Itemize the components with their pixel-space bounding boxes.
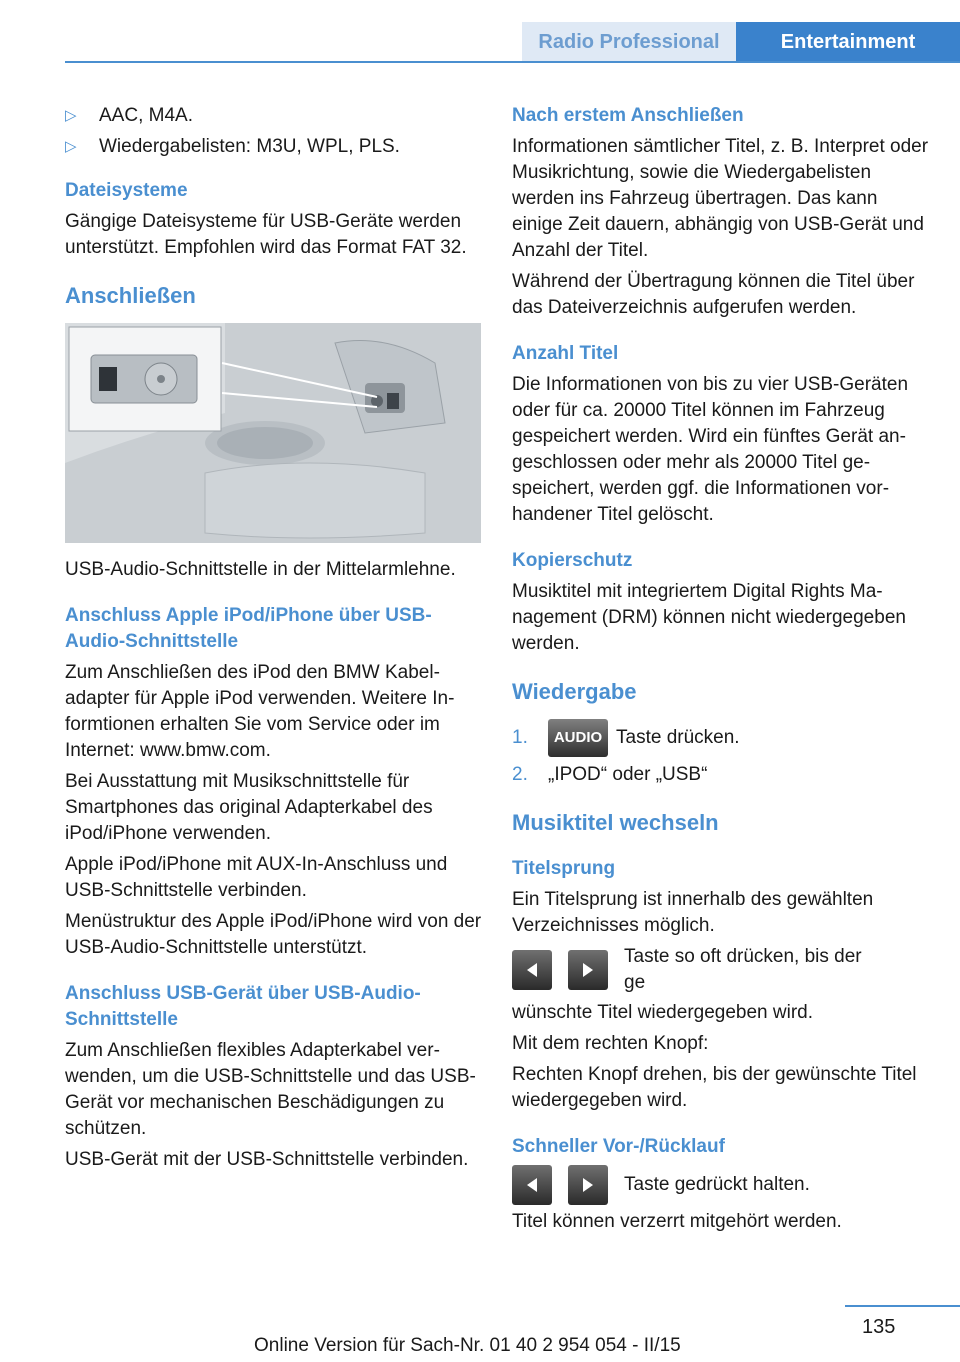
right-column bbox=[512, 103, 932, 1240]
figure-caption: USB-Audio-Schnittstelle in der Mittelarmlehne. bbox=[65, 559, 456, 580]
fast-forward-icon bbox=[568, 1165, 608, 1205]
paragraph: Informationen sämtlicher Titel, z. B. Interpret oder Musikrichtung, sowie die Wiedergabelisten werden ins Fahrzeug übertragen. Das kann einige Zeit dauern, abhängig von USB-Gerät und Anzahl der Titel. bbox=[512, 136, 929, 261]
online-version-note: Online Version für Sach-Nr. 01 40 2 954 054 - II/15 bbox=[254, 1335, 681, 1356]
paragraph: Rechten Knopf drehen, bis der gewünschte Titel wiedergegeben wird. bbox=[512, 1064, 917, 1111]
list-item bbox=[65, 103, 485, 129]
paragraph: Ein Titelsprung ist innerhalb des gewählten Verzeichnisses möglich. bbox=[512, 889, 874, 936]
next-track-icon bbox=[568, 950, 608, 990]
paragraph: Menüstruktur des Apple iPod/iPhone wird von der USB-Audio-Schnittstelle unterstützt. bbox=[65, 911, 482, 958]
paragraph: Apple iPod/iPhone mit AUX-In-Anschluss und USB-Schnittstelle verbinden. bbox=[65, 854, 448, 901]
subheading-usb: Anschluss USB-Gerät über USB-Audio-Schnittstelle bbox=[65, 983, 421, 1030]
header-rule bbox=[65, 61, 960, 63]
audio-button-icon: AUDIO bbox=[548, 719, 608, 757]
step-1 bbox=[512, 719, 932, 757]
paragraph: Mit dem rechten Knopf: bbox=[512, 1033, 709, 1054]
paragraph: Zum Anschließen flexibles Adapterkabel verwenden, um die USB-Schnittstelle und das USB-Gerät vor mechanischen Beschädigungen zu schützen. bbox=[65, 1040, 476, 1139]
subheading-dateisysteme: Dateisysteme bbox=[65, 180, 188, 201]
triangle-bullet-icon: ▷ bbox=[65, 107, 77, 124]
rewind-icon bbox=[512, 1165, 552, 1205]
footer-rule bbox=[845, 1305, 960, 1307]
paragraph: Während der Übertragung können die Titel über das Dateiverzeichnis aufgerufen werden. bbox=[512, 271, 915, 318]
step-number: 2. bbox=[512, 764, 528, 785]
subheading-titelsprung: Titelsprung bbox=[512, 858, 616, 879]
section-heading-anschliessen: Anschließen bbox=[65, 283, 196, 308]
subheading-schneller-vor-ruecklauf: Schneller Vor-/Rücklauf bbox=[512, 1136, 725, 1157]
paragraph: Bei Ausstattung mit Musikschnittstelle für Smartphones das original Adapterkabel des iPod/iPhone verwenden. bbox=[65, 771, 433, 844]
paragraph: Die Informationen von bis zu vier USB-Geräten oder für ca. 20000 Titel können im Fahrzeug gespeichert werden. Wird ein fünftes Gerät angeschlossen oder mehr als 20000 Titel gespeichert, werden ggf. die Informationen vorhandener Titel gelöscht. bbox=[512, 374, 909, 525]
step-2 bbox=[512, 762, 932, 788]
previous-track-icon bbox=[512, 950, 552, 990]
list-item bbox=[65, 134, 485, 160]
section-heading-wiedergabe: Wiedergabe bbox=[512, 679, 637, 704]
section-heading-musiktitel-wechseln: Musiktitel wechseln bbox=[512, 810, 719, 835]
tab-entertainment[interactable]: Entertainment bbox=[736, 22, 960, 63]
subheading-kopierschutz: Kopierschutz bbox=[512, 550, 633, 571]
step-text: Taste drücken. bbox=[616, 727, 740, 748]
page-number: 135 bbox=[862, 1316, 896, 1338]
bullet-text: Wiedergabelisten: M3U, WPL, PLS. bbox=[99, 136, 400, 157]
tab-radio-professional[interactable]: Radio Professional bbox=[522, 22, 736, 63]
step-text: „IPOD“ oder „USB“ bbox=[548, 764, 708, 785]
bullet-text: AAC, M4A. bbox=[99, 105, 193, 126]
usb-interface-photo bbox=[65, 323, 481, 543]
armrest-illustration bbox=[65, 323, 481, 543]
schnell-buttons-row bbox=[512, 1165, 932, 1205]
paragraph: Titel können verzerrt mitgehört werden. bbox=[512, 1211, 842, 1232]
titelsprung-button-text: Taste so oft drücken, bis der ge bbox=[624, 946, 862, 993]
left-column bbox=[65, 103, 485, 1178]
subheading-apple: Anschluss Apple iPod/iPhone über USB-Audio-Schnittstelle bbox=[65, 605, 432, 652]
paragraph: Gängige Dateisysteme für USB-Geräte werden unterstützt. Empfohlen wird das Format FAT 32. bbox=[65, 211, 467, 258]
paragraph: USB-Gerät mit der USB-Schnittstelle verbinden. bbox=[65, 1149, 469, 1170]
schnell-button-text: Taste gedrückt halten. bbox=[624, 1174, 810, 1195]
subheading-nach-erstem-anschliessen: Nach erstem Anschließen bbox=[512, 105, 744, 126]
paragraph: Musiktitel mit integriertem Digital Rights Management (DRM) können nicht wiedergegeben werden. bbox=[512, 581, 906, 654]
paragraph: wünschte Titel wiedergegeben wird. bbox=[512, 1002, 814, 1023]
titelsprung-buttons-row bbox=[512, 944, 932, 996]
subheading-anzahl-titel: Anzahl Titel bbox=[512, 343, 619, 364]
step-number: 1. bbox=[512, 727, 528, 748]
triangle-bullet-icon: ▷ bbox=[65, 138, 77, 155]
paragraph: Zum Anschließen des iPod den BMW Kabeladapter für Apple iPod verwenden. Weitere Informtionen erhalten Sie vom Service oder im Internet: www.bmw.com. bbox=[65, 662, 455, 761]
